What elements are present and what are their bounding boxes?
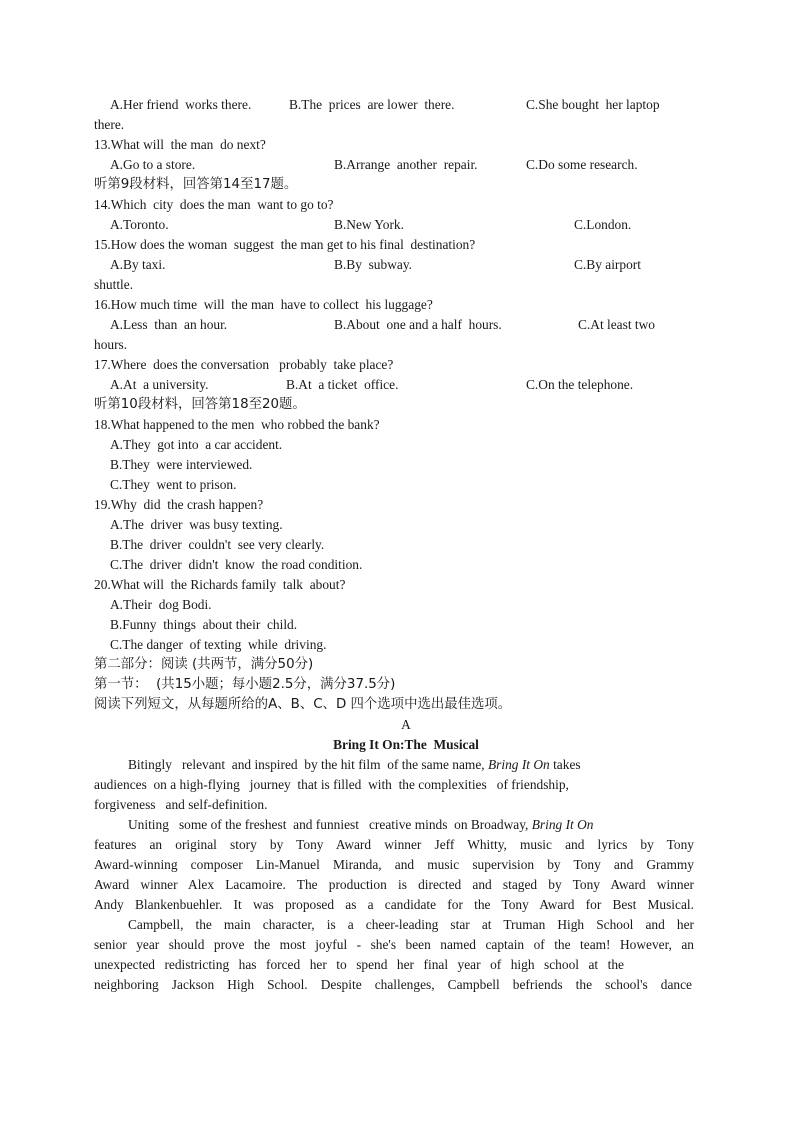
p1-line-3: forgiveness and self-definition. bbox=[94, 797, 268, 812]
q17-stem: 17.Where does the conversation probably take place? bbox=[94, 357, 394, 372]
q19-option-c: C.The driver didn't know the road condition. bbox=[110, 557, 363, 572]
q13-option-c: C.Do some research. bbox=[526, 157, 638, 172]
q14-option-b: B.New York. bbox=[334, 217, 404, 232]
q20-option-c: C.The danger of texting while driving. bbox=[110, 637, 327, 652]
q17-option-c: C.On the telephone. bbox=[526, 377, 634, 392]
q13-option-a: A.Go to a store. bbox=[110, 157, 196, 172]
q17-option-b: B.At a ticket office. bbox=[286, 377, 399, 392]
q17-option-a: A.At a university. bbox=[110, 377, 209, 392]
q12-option-c-continued: there. bbox=[94, 117, 125, 132]
q15-stem: 15.How does the woman suggest the man get to his final destination? bbox=[94, 237, 476, 252]
q13-stem: 13.What will the man do next? bbox=[94, 137, 266, 152]
q14-stem: 14.Which city does the man want to go to? bbox=[94, 197, 334, 212]
p1-line-1 bbox=[128, 755, 581, 775]
show-name-italic: Bring It On bbox=[487, 757, 550, 772]
q20-stem: 20.What will the Richards family talk about? bbox=[94, 577, 346, 592]
q12-option-b: B.The prices are lower there. bbox=[289, 97, 455, 112]
passage-letter: A bbox=[401, 717, 411, 732]
q19-stem: 19.Why did the crash happen? bbox=[94, 497, 264, 512]
p3-line-2: senior year should prove the most joyful - she's been named captain of the team! However, an bbox=[94, 937, 694, 952]
q18-stem: 18.What happened to the men who robbed the bank? bbox=[94, 417, 380, 432]
p1-line-1-text: Bitingly relevant and inspired by the hit film of the same name, bbox=[128, 757, 488, 772]
p3-line-1: Campbell, the main character, is a cheer-leading star at Truman High School and her bbox=[128, 917, 694, 932]
p2-line-5: Andy Blankenbuehler. It was proposed as a candidate for the Tony Award for Best Musical. bbox=[94, 897, 694, 912]
q16-option-c: C.At least two bbox=[578, 317, 655, 332]
p2-line-3: Award-winning composer Lin-Manuel Miranda, and music supervision by Tony and Grammy bbox=[94, 857, 694, 872]
p2-line-1 bbox=[128, 815, 593, 835]
section-9-heading: 听第9段材料，回答第14至17题。 bbox=[94, 177, 298, 192]
q16-stem: 16.How much time will the man have to collect his luggage? bbox=[94, 297, 433, 312]
show-name-italic-2: Bring It On bbox=[531, 817, 594, 832]
p1-line-2: audiences on a high-flying journey that is filled with the complexities of friendship, bbox=[94, 777, 569, 792]
q18-option-b: B.They were interviewed. bbox=[110, 457, 253, 472]
p2-line-4: Award winner Alex Lacamoire. The production is directed and staged by Tony Award winner bbox=[94, 877, 694, 892]
passage-title: Bring It On:The Musical bbox=[333, 737, 479, 752]
q15-option-a: A.By taxi. bbox=[110, 257, 166, 272]
section-1-heading: 第一节： (共15小题；每小题2.5分，满分37.5分) bbox=[94, 677, 396, 692]
q16-option-a: A.Less than an hour. bbox=[110, 317, 228, 332]
q15-option-c: C.By airport bbox=[574, 257, 641, 272]
q16-option-c-continued: hours. bbox=[94, 337, 128, 352]
q12-option-a: A.Her friend works there. bbox=[110, 97, 252, 112]
q14-option-a: A.Toronto. bbox=[110, 217, 169, 232]
p3-line-3: unexpected redistricting has forced her to spend her final year of high school at the bbox=[94, 957, 624, 972]
q20-option-b: B.Funny things about their child. bbox=[110, 617, 298, 632]
part-2-heading: 第二部分：阅读 (共两节，满分50分) bbox=[94, 657, 314, 672]
q12-option-c: C.She bought her laptop bbox=[526, 97, 660, 112]
section-10-heading: 听第10段材料，回答第18至20题。 bbox=[94, 397, 306, 412]
p2-line-1-text: Uniting some of the freshest and funniest creative minds on Broadway, bbox=[128, 817, 532, 832]
q14-option-c: C.London. bbox=[574, 217, 632, 232]
q19-option-b: B.The driver couldn't see very clearly. bbox=[110, 537, 325, 552]
q15-option-c-continued: shuttle. bbox=[94, 277, 134, 292]
q13-option-b: B.Arrange another repair. bbox=[334, 157, 478, 172]
q18-option-a: A.They got into a car accident. bbox=[110, 437, 283, 452]
q15-option-b: B.By subway. bbox=[334, 257, 412, 272]
p2-line-2: features an original story by Tony Award winner Jeff Whitty, music and lyrics by Tony bbox=[94, 837, 694, 852]
p3-line-4: neighboring Jackson High School. Despite challenges, Campbell befriends the school's dance bbox=[94, 977, 692, 992]
q18-option-c: C.They went to prison. bbox=[110, 477, 237, 492]
reading-instruction: 阅读下列短文，从每题所给的A、B、C、D 四个选项中选出最佳选项。 bbox=[94, 697, 512, 712]
q19-option-a: A.The driver was busy texting. bbox=[110, 517, 283, 532]
q16-option-b: B.About one and a half hours. bbox=[334, 317, 502, 332]
p1-line-1-tail: takes bbox=[549, 757, 581, 772]
q20-option-a: A.Their dog Bodi. bbox=[110, 597, 212, 612]
